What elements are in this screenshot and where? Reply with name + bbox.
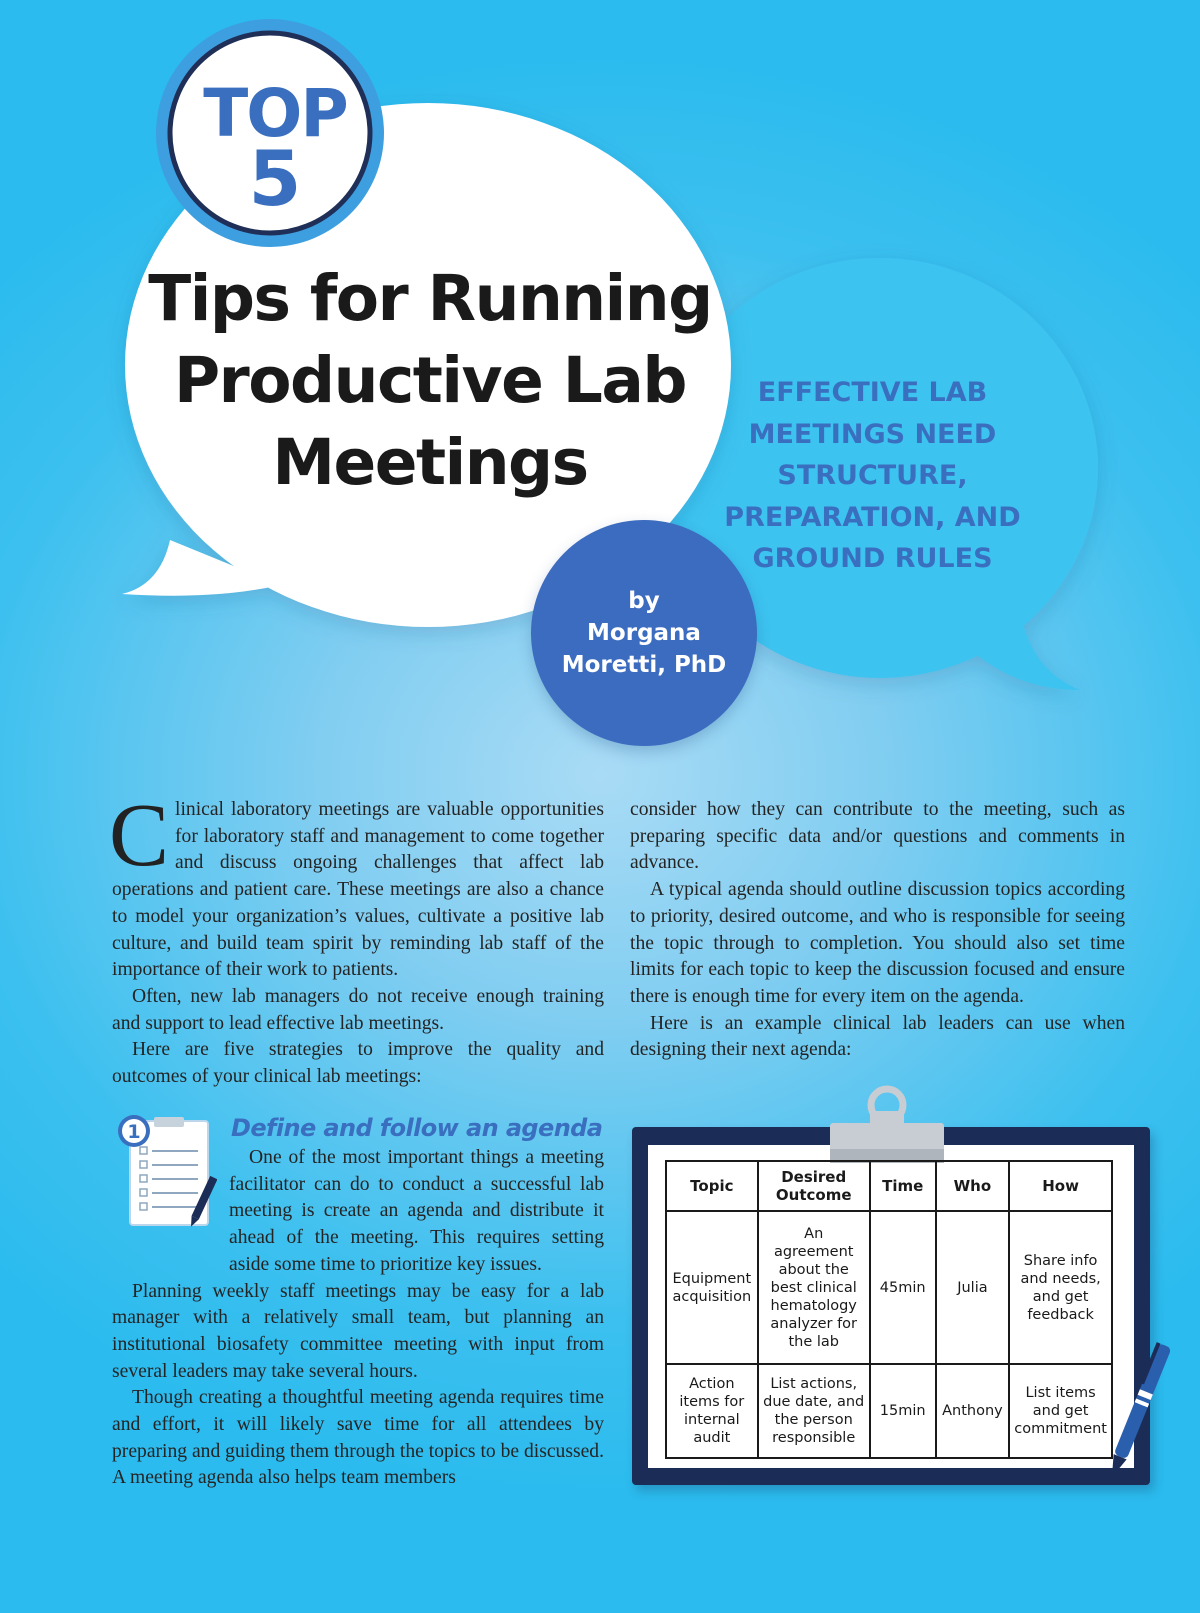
header-who: Who bbox=[936, 1161, 1010, 1211]
intro-paragraph-3: Here are five strategies to improve the quality and outcomes of your clinical lab meetings: bbox=[112, 1039, 604, 1088]
right-paragraph-2: A typical agenda should outline discussion topics according to priority, desired outcome, and who is responsible for seeing the topic through to completion. You should also set time limits for each topic to keep the discussion focused and ensure there is enough time for every item on the agenda. bbox=[630, 879, 1125, 1007]
cell-how: List items and get commitment bbox=[1009, 1364, 1112, 1458]
right-paragraph-3: Here is an example clinical lab leaders can use when designing their next agenda: bbox=[630, 1012, 1125, 1061]
cell-topic: Equipment acquisition bbox=[666, 1211, 758, 1364]
byline-by: by bbox=[628, 588, 660, 614]
header-time: Time bbox=[870, 1161, 936, 1211]
binder-clip-icon bbox=[822, 1085, 952, 1167]
tip-1-paragraph-3: Though creating a thoughtful meeting agenda requires time and effort, it will likely save time for all attendees by preparing and guiding them through the topics to be discussed. A meeting agenda also helps team members bbox=[112, 1387, 604, 1489]
top5-badge bbox=[175, 60, 375, 223]
header-topic: Topic bbox=[666, 1161, 758, 1211]
pen-icon bbox=[1097, 1330, 1177, 1500]
author-byline bbox=[531, 520, 757, 746]
cell-outcome: List actions, due date, and the person responsible bbox=[758, 1364, 870, 1458]
tip-1-paragraph-1: One of the most important things a meeting facilitator can do to conduct a successful lab meeting is create an agenda and distribute it ahead of the meeting. This requires setting aside some time to prioritize key issues. bbox=[229, 1147, 604, 1275]
agenda-clipboard bbox=[632, 1085, 1192, 1515]
byline-first-name: Morgana bbox=[587, 620, 701, 646]
subtitle-line-1: EFFECTIVE LAB bbox=[757, 377, 988, 408]
intro-paragraph-2: Often, new lab managers do not receive enough training and support to lead effective lab meetings. bbox=[112, 985, 604, 1034]
cell-time: 45min bbox=[870, 1211, 936, 1364]
subtitle bbox=[700, 372, 1045, 580]
title-line-1: Tips for Running bbox=[148, 262, 712, 335]
subtitle-line-4: PREPARATION, AND bbox=[724, 501, 1021, 533]
page-title bbox=[130, 258, 730, 504]
subtitle-line-5: GROUND RULES bbox=[752, 543, 993, 574]
hero-section bbox=[0, 0, 1200, 760]
badge-top-label: TOP bbox=[203, 75, 347, 152]
intro-paragraph-1 bbox=[109, 786, 604, 984]
table-row bbox=[666, 1211, 1112, 1364]
header-desired-outcome: Desired Outcome bbox=[758, 1161, 870, 1211]
tip-1-body bbox=[112, 1145, 604, 1492]
tip-1-heading: Define and follow an agenda bbox=[231, 1114, 603, 1142]
cell-time: 15min bbox=[870, 1364, 936, 1458]
tip-1-paragraph-2: Planning weekly staff meetings may be easy for a lab manager with a relatively small team, but planning an institutional biosafety committee meeting with input from several leaders may take several hours. bbox=[112, 1280, 604, 1382]
header-how: How bbox=[1009, 1161, 1112, 1211]
intro-column bbox=[109, 786, 604, 1091]
agenda-table bbox=[665, 1160, 1113, 1459]
drop-cap: C bbox=[109, 786, 170, 885]
right-column bbox=[630, 797, 1125, 1064]
cell-who: Anthony bbox=[936, 1364, 1010, 1458]
byline-last-name: Moretti, PhD bbox=[561, 652, 727, 678]
badge-number: 5 bbox=[248, 134, 302, 223]
cell-outcome: An agreement about the best clinical hematology analyzer for the lab bbox=[758, 1211, 870, 1364]
right-paragraph-1: consider how they can contribute to the meeting, such as preparing specific data and/or questions and comments in advance. bbox=[630, 799, 1125, 874]
cell-how: Share info and needs, and get feedback bbox=[1009, 1211, 1112, 1364]
tip-number: 1 bbox=[127, 1121, 141, 1143]
subtitle-line-3: STRUCTURE, bbox=[777, 460, 968, 491]
subtitle-line-2: MEETINGS NEED bbox=[748, 418, 997, 450]
intro-paragraph-1-text: linical laboratory meetings are valuable opportunities for laboratory staff and management to come together and discuss ongoing challenges that affect lab operations and patient care. These meetings are also a chance to model your organization’s values, cultivate a positive lab culture, and build team spirit by reminding lab staff of the importance of their work to patients. bbox=[112, 799, 604, 981]
table-row bbox=[666, 1364, 1112, 1458]
title-line-2: Productive Lab bbox=[173, 344, 686, 417]
title-line-3: Meetings bbox=[272, 426, 588, 499]
cell-who: Julia bbox=[936, 1211, 1010, 1364]
cell-topic: Action items for internal audit bbox=[666, 1364, 758, 1458]
agenda-header-row bbox=[666, 1161, 1112, 1211]
